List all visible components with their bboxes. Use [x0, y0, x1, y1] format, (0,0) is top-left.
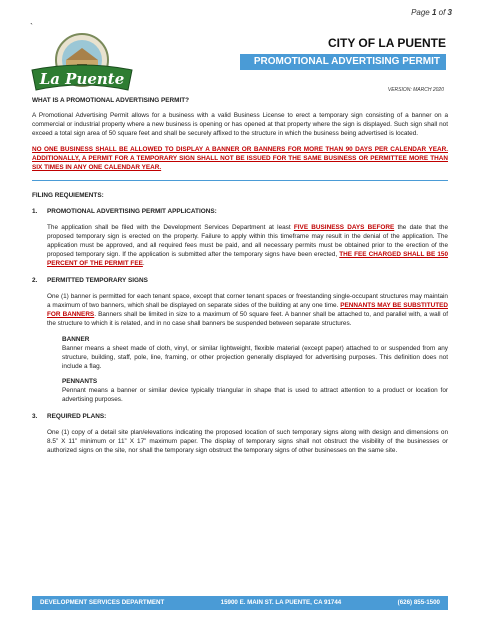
section-2-body: One (1) banner is permitted for each tenant space, except that corner tenant spaces or freestanding single-occupant structures may maintain a maximum of two banners, which shall be displayed on separate sides of the building at any one time. PENNANTS MAY BE SUBSTITUTED FOR BANNERS. Banners shall be limited in size to a maximum of 50 square feet. A banner shall be attached to, and parallel with, a wall of the structure to which it is related, and in no case shall banners be suspended between separate structures. [47, 293, 448, 327]
footer-department: DEVELOPMENT SERVICES DEPARTMENT [40, 599, 165, 606]
version-label: VERSION: MARCH 2020 [387, 87, 444, 93]
filing-heading: FILING REQUIEMENTS: [32, 192, 104, 199]
section-2-title: 2. PERMITTED TEMPORARY SIGNS [32, 277, 148, 284]
permit-title-banner: PROMOTIONAL ADVERTISING PERMIT [240, 54, 446, 70]
section-3-title: 3. REQUIRED PLANS: [32, 413, 107, 420]
footer-phone: (626) 855-1500 [397, 599, 440, 606]
logo-text: La Puente [39, 70, 125, 88]
city-logo [28, 30, 136, 98]
deadline-highlight: FIVE BUSINESS DAYS BEFORE [293, 224, 395, 231]
section-divider [32, 180, 448, 181]
banner-definition-title: BANNER [62, 336, 90, 343]
warning-notice: NO ONE BUSINESS SHALL BE ALLOWED TO DISPLAY A BANNER OR BANNERS FOR MORE THAN 90 DAYS PER CALENDAR YEAR. ADDITIONALLY, A PERMIT FOR A TEMPORARY SIGN SHALL NOT BE ISSUED FOR THE SAME BUSINESS OR PERMITTEE MORE THAN SIX TIMES IN ANY ONE CALENDAR YEAR. [32, 146, 448, 171]
document-body [32, 96, 448, 455]
section-3-body: One (1) copy of a detail site plan/elevations indicating the proposed location of such temporary signs along with design and dimensions on 8.5” X 11” minimum or 11” X 17” maximum paper. The display of temporary signs shall not obstruct the visibility of the businesses or authorized signs on the site, nor shall the temporary sign obstruct the temporary signs of other businesses on the same site. [47, 429, 448, 454]
intro-paragraph: A Promotional Advertising Permit allows for a business with a valid Business License to erect a temporary sign consisting of a banner on a commercial or industrial property where a new business is opening or has opened at that property where the sign is displayed. Such sign shall not exceed a total sign area of 50 square feet and shall be securely affixed to the structure in which the business being advertised is located. [32, 112, 448, 137]
city-name: CITY OF LA PUENTE [327, 36, 446, 50]
fee-highlight: THE FEE CHARGED SHALL BE 150 PERCENT OF THE PERMIT FEE [47, 251, 448, 267]
banner-definition: Banner means a sheet made of cloth, vinyl, or similar lightweight, flexible material (except paper) attached to or suspended from any structure, building, staff, pole, line, framing, or other projection generally displayed for advertising purposes. This definition does not include a flag. [62, 345, 448, 370]
intro-heading: WHAT IS A PROMOTIONAL ADVERTISING PERMIT? [32, 97, 190, 104]
section-1-title: 1. PROMOTIONAL ADVERTISING PERMIT APPLICATIONS: [32, 208, 217, 215]
stray-mark: ` [30, 22, 33, 32]
pennants-highlight: PENNANTS MAY BE SUBSTITUTED FOR BANNERS [47, 302, 448, 318]
page-number: Page 1 of 3 [411, 8, 452, 17]
footer-address: 15900 E. MAIN ST. LA PUENTE, CA 91744 [220, 599, 342, 606]
pennant-definition: Pennant means a banner or similar device typically triangular in shape that is used to attract attention to a product or location for advertising purposes. [62, 387, 448, 403]
section-1-body: The application shall be filed with the Development Services Department at least FIVE BUSINESS DAYS BEFORE the date that the proposed temporary sign is erected on the property. Failure to apply within this timeframe may result in the denial of the application. The application must be approved, and all required fees must be paid, and all necessary permits must be obtained prior to the erection of the proposed temporary sign. If the application is submitted after the temporary signs have been erected, THE FEE CHARGED SHALL BE 150 PERCENT OF THE PERMIT FEE. [47, 224, 449, 267]
pennant-definition-title: PENNANTS [62, 378, 98, 385]
footer-bar [32, 596, 448, 610]
